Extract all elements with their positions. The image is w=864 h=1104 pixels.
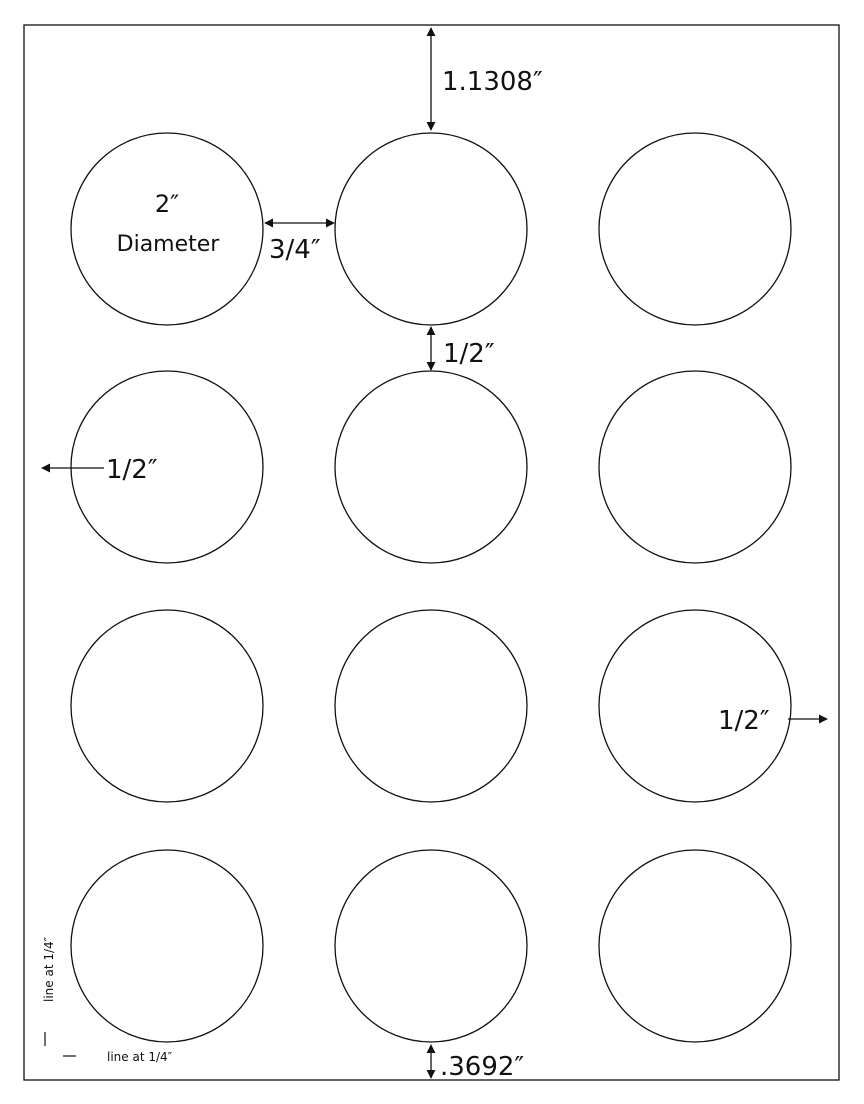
page-border — [24, 25, 839, 1080]
right-margin-label: 1/2″ — [718, 706, 770, 736]
circle-label — [335, 371, 527, 563]
top-margin-label: 1.1308″ — [442, 67, 543, 97]
left-margin-label: 1/2″ — [106, 455, 158, 485]
circle-label — [599, 371, 791, 563]
horizontal-gap-label: 3/4″ — [269, 235, 321, 265]
circle-label — [335, 133, 527, 325]
diameter-word-label: Diameter — [116, 232, 220, 257]
vertical-gap-label: 1/2″ — [443, 339, 495, 369]
label-grid — [71, 133, 791, 1042]
bottom-margin-label: .3692″ — [440, 1052, 525, 1082]
circle-label — [335, 850, 527, 1042]
guide-line-vertical-label: line at 1/4″ — [42, 936, 56, 1002]
circle-label — [599, 850, 791, 1042]
circle-label — [71, 371, 263, 563]
circle-label — [71, 133, 263, 325]
diameter-value-label: 2″ — [154, 190, 180, 218]
circle-label — [335, 610, 527, 802]
circle-label — [599, 133, 791, 325]
circle-label — [71, 610, 263, 802]
circle-label — [71, 850, 263, 1042]
guide-line-horizontal-label: line at 1/4″ — [107, 1050, 173, 1064]
